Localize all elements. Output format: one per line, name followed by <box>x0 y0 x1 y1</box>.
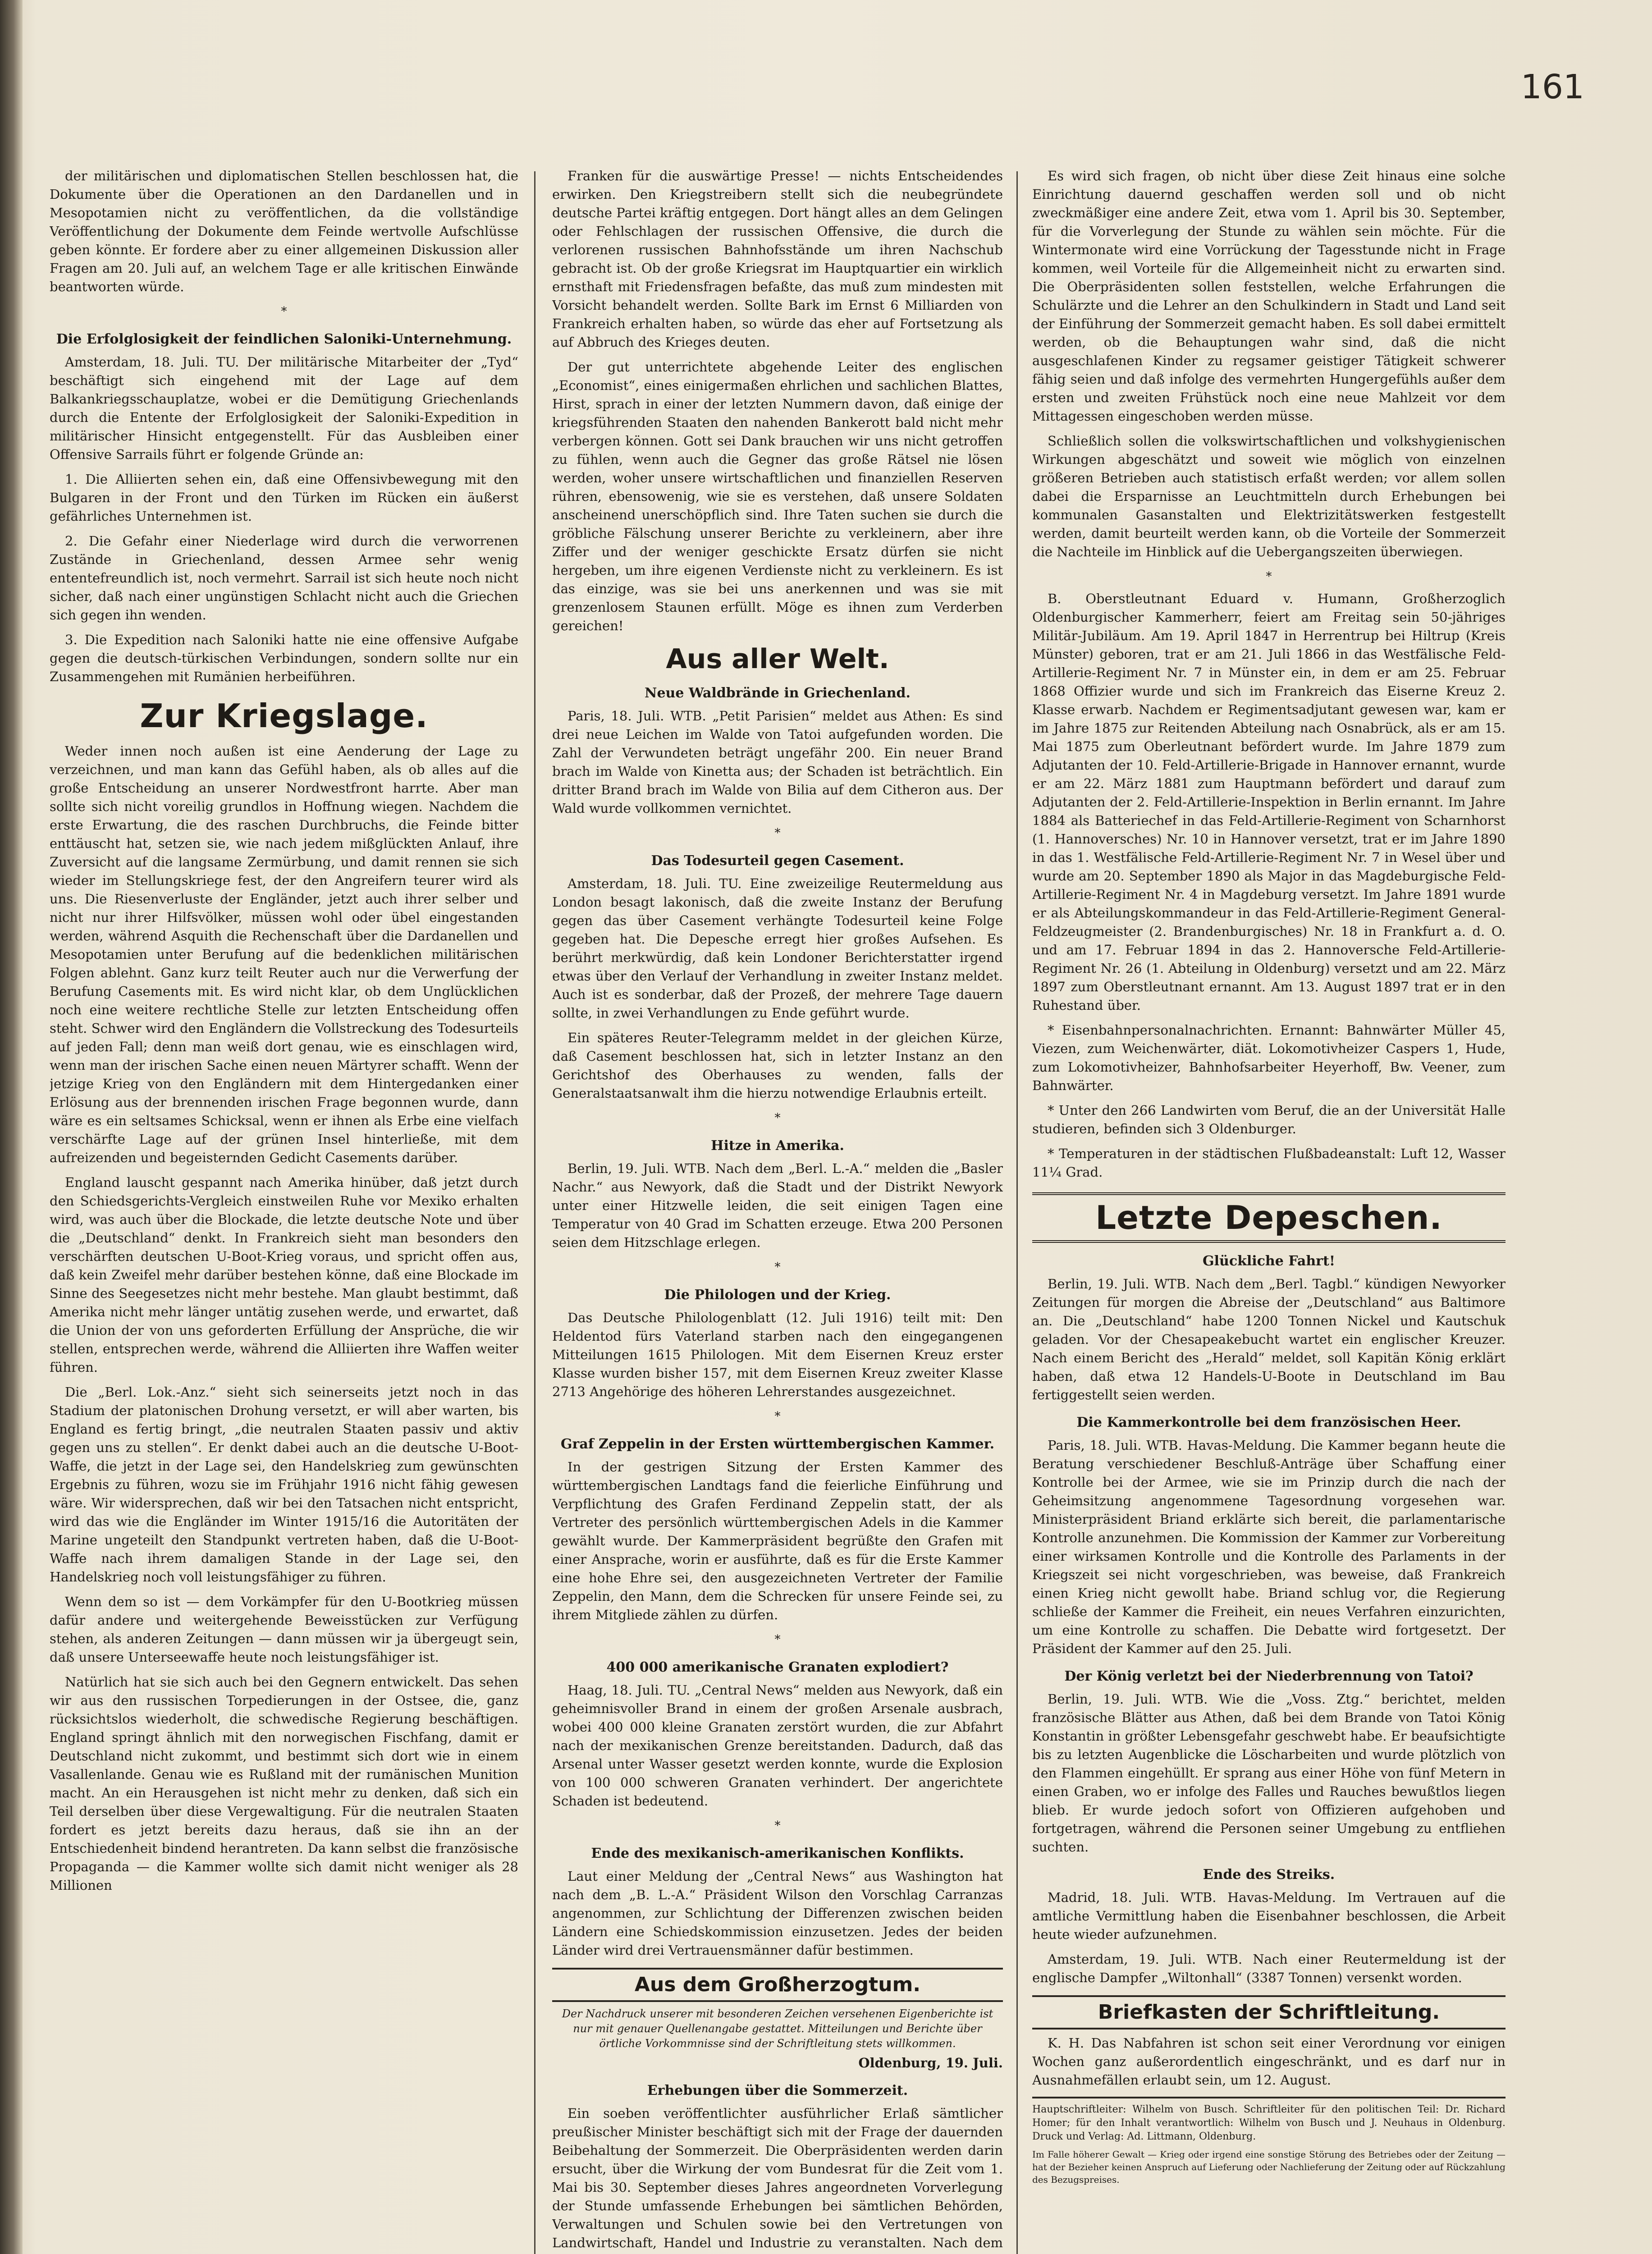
zeppelin-headline: Graf Zeppelin in der Ersten württembergischen Kammer. <box>560 1436 995 1452</box>
landwirte-paragraph: * Unter den 266 Landwirten vom Beruf, die an der Universität Halle studieren, befinden sich 3 Oldenburger. <box>1032 1103 1506 1136</box>
kriegslage-continuation: Franken für die auswärtige Presse! — nichts Entscheidendes erwirken. Den Kriegstreibern stellt sich die neubegründete deutsche Partei kräftig entgegen. Dort hängt alles an dem Gelingen oder Fehlschlagen der russischen Offensive, die durch die verlorenen russischen Bahnhofsstände um ihren Nachschub gebracht ist. Ob der große Kriegsrat im Hauptquartier ein wirklich ernsthaft mit Friedensfragen befaßte, das muß zum mindesten mit Vorsicht behandelt werden. Sollte Bark im Ernst 6 Milliarden von Frankreich erhalten haben, so würde das eher auf Fortsetzung als auf Abbruch des Krieges deuten. <box>552 168 1003 350</box>
waldbraende-headline: Neue Waldbrände in Griechenland. <box>645 685 911 701</box>
separator-star: * <box>774 826 781 840</box>
casement-headline: Das Todesurteil gegen Casement. <box>651 853 904 869</box>
zeppelin-paragraph: In der gestrigen Sitzung der Ersten Kammer des württembergischen Landtags fand die feierliche Einführung und Verpflichtung des Grafen Ferdinand Zeppelin statt, der als Vertreter des persönlich württembergischen Adels in die Kammer gewählt wurde. Der Kammerpräsident begrüßte den Grafen mit einer Ansprache, worin er ausführte, daß es für die Erste Kammer eine hohe Ehre sei, den ausgezeichneten Vertreter der Familie Zeppelin, den Mann, dem die Schrecken für unsere Feinde sei, zu ihrem Mitgliede zählen zu dürfen. <box>552 1459 1003 1622</box>
kriegslage-paragraph-1: Weder innen noch außen ist eine Aenderung der Lage zu verzeichnen, und man kann das Gefühl haben, als ob alles auf die große Entscheidung an unserer Nordwestfront harrte. Aber man sollte sich nicht voreilig grundlos in Hoffnung wiegen. Nachdem die erste Erwartung, die des raschen Durchbruchs, die Feinde bitter enttäuscht hat, setzen sie, wie nach jedem mißglückten Anlauf, ihre Zuversicht auf die langsame Zermürbung, und damit rennen sie sich wieder im Stellungskriege fest, der den Angreifern teurer wird als uns. Die Riesenverluste der Engländer, jetzt auch ihrer selber und nicht nur ihrer Hilfsvölker, müssen wohl oder übel eingestanden werden, während Asquith die Rechenschaft über die Dardanellen und Mesopotamien unter Berufung auf die bedenklichen militärischen Folgen ablehnt. Ganz kurz teilt Reuter auch nur die Verwerfung der Berufung Casements mit. Es wird nicht klar, ob dem Unglücklichen noch eine weitere rechtliche Stelle zur letzten Entscheidung offen steht. Schwer wird den Engländern die Vollstreckung des Todesurteils auf jeden Fall; denn man weiß dort genau, wie es einschlagen wird, wenn man der irischen Sache einen neuen Märtyrer schafft. Wenn der jetzige Krieg von den Engländern mit dem Hintergedanken einer Erlösung aus der brennenden irischen Frage begonnen wurde, dann wäre es ein seltsames Schicksal, wenn er ihnen als Erbe eine vielfach verschärfte Lage auf der grünen Insel hinterließe, mit dem aufreizenden und begeisternden Gedicht Casements darüber. <box>50 743 518 1165</box>
column-divider-1 <box>534 171 535 2254</box>
reprint-notice: Der Nachdruck unserer mit besonderen Zeichen versehenen Eigenberichte ist nur mit genauer Quellenangabe gestattet. Mitteilungen und Berichte über örtliche Vorkommnisse sind der Schriftleitung stets willkommen. <box>562 2007 993 2050</box>
separator-star: * <box>281 305 287 318</box>
kriegslage-paragraph-5: Natürlich hat sie sich auch bei den Gegnern entwickelt. Das sehen wir aus den russischen Torpedierungen in der Ostsee, die, ganz rücksichtslos wiederholt, die schwedische Regierung beschäftigen. England springt ähnlich mit den norwegischen Fischfang, damit er Deutschland nicht zukommt, und bestimmt sich dort wie in einem Vasallenlande. Genau wie es Rußland mit der rumänischen Munition macht. An ein Herausgehen ist nicht mehr zu denken, daß sich ein Teil derselben über diese Vergewaltigung. Für die neutralen Staaten fordert es jetzt bereits dazu heraus, daß sie ihn an der Entschiedenheit bindend herantreten. Da kann selbst die französische Propaganda — die Kammer wollte sich damit nicht weniger als 28 Millionen <box>50 1674 518 1893</box>
hitze-headline: Hitze in Amerika. <box>711 1138 844 1154</box>
streik-paragraph: Madrid, 18. Juli. WTB. Havas-Meldung. Im Vertrauen auf die amtliche Vermittlung haben die Eisenbahner beschlossen, die Arbeit heute wieder aufzunehmen. <box>1032 1890 1506 1942</box>
saloniki-paragraph-4: 3. Die Expedition nach Saloniki hatte nie eine offensive Aufgabe gegen die deutsch-türkischen Verbindungen, sondern sollte nur ein Zusammengehen mit Rumänien herbeiführen. <box>50 632 518 684</box>
column-2 <box>552 167 1003 2254</box>
briefkasten-paragraph: K. H. Das Nabfahren ist schon seit einer Verordnung vor einigen Wochen ganz außerordentlich eingeschränkt, und es darf nur in Ausnahmefällen erlaubt sein, um 12. August. <box>1032 2035 1506 2088</box>
kammerkontrolle-headline: Die Kammerkontrolle bei dem französischen Heer. <box>1076 1415 1461 1430</box>
article-continuation: der militärischen und diplomatischen Stellen beschlossen hat, die Dokumente über die Operationen an den Dardanellen und in Mesopotamien nicht zu veröffentlichen, da die vollständige Veröffentlichung der Dokumente dem Feinde wertvolle Aufschlüsse geben könnte. Er fordere aber zu einer allgemeinen Diskussion aller Fragen am 20. Juli auf, an welchem Tage er alle kritischen Einwände beantworten würde. <box>50 168 518 294</box>
column-1 <box>50 167 518 2254</box>
force-majeure-notice: Im Falle höherer Gewalt — Krieg oder irgend eine sonstige Störung des Betriebes oder der Zeitung — hat der Bezieher keinen Anspruch auf Lieferung oder Nachlieferung der Zeitung oder auf Rückzahlung des Bezugspreises. <box>1032 2149 1506 2185</box>
saloniki-paragraph-2: 1. Die Alliierten sehen ein, daß eine Offensivbewegung mit den Bulgaren in der Front und den Türken im Rücken ein äußerst gefährliches Unternehmen ist. <box>50 472 518 524</box>
saloniki-paragraph-1: Amsterdam, 18. Juli. TU. Der militärische Mitarbeiter der „Tyd“ beschäftigt sich eingehend mit der Lage auf dem Balkankriegsschauplatze, wobei er die Demütigung Griechenlands durch die Entente der Erfolglosigkeit der Saloniki-Expedition in militärischer Hinsicht entgegenstellt. Für das Ausbleiben einer Offensive Sarrails führt er folgende Gründe an: <box>50 354 518 462</box>
temperatur-paragraph: * Temperaturen in der städtischen Flußbadeanstalt: Luft 12, Wasser 11¼ Grad. <box>1032 1146 1506 1180</box>
fahrt-headline: Glückliche Fahrt! <box>1202 1253 1336 1269</box>
sommerzeit-continuation-2: Schließlich sollen die volkswirtschaftlichen und volkshygienischen Wirkungen abgeschätzt und soweit wie möglich von einzelnen größeren Betrieben auch statistisch erfaßt werden; vor allem sollen dabei die Ersparnisse an Leuchtmitteln durch Erhebungen bei kommunalen Gasanstalten und Elektrizitätswerken festgestellt werden, damit beurteilt werden kann, ob die Vorteile der Sommerzeit die Nachteile im Hinblick auf die Uebergangszeiten überwiegen. <box>1032 433 1506 559</box>
separator-star: * <box>774 1111 781 1125</box>
mexiko-headline: Ende des mexikanisch-amerikanischen Konflikts. <box>591 1846 964 1861</box>
page-binding-edge <box>0 0 23 2254</box>
humann-jubilee-paragraph: B. Oberstleutnant Eduard v. Humann, Großherzoglich Oldenburgischer Kammerherr, feiert am Freitag sein 50-jähriges Militär-Jubiläum. Am 19. April 1847 in Herrentrup bei Hiltrup (Kreis Münster) geboren, trat er am 21. Juli 1866 in das Westfälische Feld-Artillerie-Regiment Nr. 7 in Münster ein, in dem er am 25. Februar 1868 Offizier wurde und sich im Frankreich das Eiserne Kreuz 2. Klasse erwarb. Nachdem er Regimentsadjutant gewesen war, kam er im Jahre 1875 zur Reitenden Abteilung nach Osnabrück, als er am 15. Mai 1875 zum Oberleutnant befördert wurde. Im Jahre 1879 zum Adjutanten der 10. Feld-Artillerie-Brigade in Hannover ernannt, wurde er am 22. März 1881 zum Hauptmann befördert und darauf zum Adjutanten der 2. Feld-Artillerie-Inspektion in Berlin ernannt. Im Jahre 1884 als Batteriechef in das Feld-Artillerie-Regiment von Scharnhorst (1. Hannoversches) Nr. 10 in Hannover versetzt, trat er im Jahre 1890 in das 1. Westfälische Feld-Artillerie-Regiment Nr. 7 in Wesel über und wurde am 20. September 1890 als Major in das Magdeburgische Feld-Artillerie-Regiment Nr. 4 in Magdeburg versetzt. Im Jahre 1891 wurde er als Abteilungskommandeur in das Feld-Artillerie-Regiment General-Feldzeugmeister (2. Brandenburgisches) Nr. 18 in Frankfurt a. d. O. und am 17. Februar 1894 in das 2. Hannoversche Feld-Artillerie-Regiment Nr. 26 (1. Abteilung in Oldenburg) versetzt und am 22. März 1897 zum Oberstleutnant ernannt. Am 13. August 1897 trat er in den Ruhestand über. <box>1032 591 1506 1013</box>
kriegslage-paragraph-2: England lauscht gespannt nach Amerika hinüber, daß jetzt durch den Schiedsgerichts-Vergleich einstweilen Ruhe vor Mexiko erhalten wird, was auch über die Blockade, die letzte deutsche Note und über die „Deutschland“ denkt. In Frankreich sieht man besonders den verschärften deutschen U-Boot-Krieg voraus, und spricht offen aus, daß kein Zweifel mehr darüber bestehen könne, daß eine Blockade im Sinne des Seegesetzes nicht mehr bestehe. Man glaubt bestimmt, daß Amerika nicht mehr länger untätig zusehen werde, und erwartet, daß die Union der von uns geforderten Erfüllung der Ansprüche, die wir stellen, entsprechen werde, während die Alliierten ihre Waffen weiter führen. <box>50 1175 518 1375</box>
koenig-headline: Der König verletzt bei der Niederbrennung von Tatoi? <box>1064 1668 1474 1684</box>
eisenbahn-paragraph: * Eisenbahnpersonalnachrichten. Ernannt: Bahnwärter Müller 45, Viezen, zum Weichenwärter, diät. Lokomotivheizer Caspers 1, Hude, zum Lokomotivheizer, Bahnhofsarbeiter Heyerhoff, Bw. Veener, zum Bahnwärter. <box>1032 1022 1506 1093</box>
koenig-paragraph: Berlin, 19. Juli. WTB. Wie die „Voss. Ztg.“ berichtet, melden französische Blätter aus Athen, daß bei dem Brande von Tatoi König Konstantin in größter Lebensgefahr geschwebt habe. Er beaufsichtigte bis zu letzten Augenblicke die Löscharbeiten und wurde plötzlich von den Flammen eingehüllt. Er sprang aus einer Höhe von fünf Metern in einen Graben, wo er infolge des Falles und Rauches bewußtlos liegen blieb. Er wurde jedoch sofort von Offizieren aufgehoben und fortgetragen, während die Personen seiner Umgebung zu entfliehen suchten. <box>1032 1691 1506 1855</box>
saloniki-paragraph-3: 2. Die Gefahr einer Niederlage wird durch die verworrenen Zustände in Griechenland, dessen Armee sehr wenig ententefreundlich ist, noch vermehrt. Sarrail ist sich heute noch nicht sicher, daß nach einer ungünstigen Schlacht nicht auch die Griechen sich gegen ihn wenden. <box>50 533 518 623</box>
dateline: Oldenburg, 19. Juli. <box>858 2055 1003 2071</box>
casement-paragraph-2: Ein späteres Reuter-Telegramm meldet in der gleichen Kürze, daß Casement beschlossen hat, sich in letzter Instanz an den Gerichtshof des Oberhauses zu wenden, falls der Generalstaatsanwalt ihm die hierzu notwendige Erlaubnis erteilt. <box>552 1030 1003 1101</box>
kriegslage-paragraph-4: Wenn dem so ist — dem Vorkämpfer für den U-Bootkrieg müssen dafür andere und weitergehende Beweisstücken zur Verfügung stehen, als anderen Zeitungen — dann müssen wir ja übergeugt sein, daß unsere Unterseewaffe heute noch leistungsfähiger ist. <box>50 1594 518 1665</box>
mexiko-paragraph: Laut einer Meldung der „Central News“ aus Washington hat nach dem „B. L.-A.“ Präsident Wilson den Vorschlag Carranzas angenommen, zur Schlichtung der Differenzen zwischen beiden Ländern eine Schiedskommission einzusetzen. Jedes der beiden Länder wird drei Vertrauensmänner dafür bestimmen. <box>552 1869 1003 1958</box>
streik-headline: Ende des Streiks. <box>1203 1867 1335 1883</box>
grossherzogtum-headline: Aus dem Großherzogtum. <box>552 1968 1003 2002</box>
philologen-paragraph: Das Deutsche Philologenblatt (12. Juli 1916) teilt mit: Den Heldentod fürs Vaterland starben nach den eingegangenen Mitteilungen 1615 Philologen. Mit dem Eisernen Kreuz erster Klasse wurden bisher 157, mit dem Eisernen Kreuz zweiter Klasse 2713 Angehörige des höheren Lehrerstandes ausgezeichnet. <box>552 1310 1003 1399</box>
page-number: 161 <box>1520 68 1584 106</box>
briefkasten-headline: Briefkasten der Schriftleitung. <box>1032 1995 1506 2030</box>
imprint: Hauptschriftleiter: Wilhelm von Busch. Schriftleiter für den politischen Teil: Dr. Richard Homer; für den Inhalt verantwortlich: Wilhelm von Busch und J. Neuhaus in Oldenburg. Druck und Verlag: Ad. Littmann, Oldenburg. <box>1032 2097 1506 2144</box>
letzte-depeschen-headline: Letzte Depeschen. <box>1032 1192 1506 1243</box>
fahrt-paragraph: Berlin, 19. Juli. WTB. Nach dem „Berl. Tagbl.“ kündigen Newyorker Zeitungen für morgen die Abreise der „Deutschland“ aus Baltimore an. Die „Deutschland“ habe 1200 Tonnen Nickel und Kautschuk geladen. Vor der Chesapeakebucht wartet ein englischer Kreuzer. Nach einem Bericht des „Herald“ meldet, soll Kapitän König erklärt haben, daß etwa 12 Handels-U-Boote in Deutschland im Bau fertiggestellt seien werden. <box>1032 1276 1506 1402</box>
separator-star: * <box>774 1410 781 1423</box>
sommerzeit-continuation-1: Es wird sich fragen, ob nicht über diese Zeit hinaus eine solche Einrichtung dauernd geschaffen werden soll und ob nicht zweckmäßiger eine andere Zeit, etwa vom 1. April bis 30. September, für die Vorverlegung der Stunde zu wählen sein möchte. Für die Wintermonate wird eine Vorrückung der Tagesstunde nicht in Frage kommen, weil Vorteile für die Allgemeinheit nicht zu erwarten sind. Die Oberpräsidenten sollen feststellen, welche Erfahrungen die Schulärzte und die Lehrer an den Schulkindern in Stadt und Land seit der Einführung der Sommerzeit gemacht haben. Es soll dabei ermittelt werden, ob die Behauptungen wahr sind, daß die nicht ausgeschlafenen Kinder zu regsamer geistiger Tätigkeit schwerer fähig seien und daß infolge des vermehrten Hungergefühls außer dem ersten und zweiten Frühstück noch eine neue Mahlzeit vor dem Mittagessen eingeschoben werden müsse. <box>1032 168 1506 424</box>
economist-paragraph: Der gut unterrichtete abgehende Leiter des englischen „Economist“, eines einigermaßen ehrlichen und sachlichen Blattes, Hirst, sprach in einer der letzten Nummern davon, daß einige der kriegsführenden Staaten den nahenden Bankerott bald nicht mehr verbergen können. Gott sei Dank brauchen wir uns nicht getroffen zu fühlen, wenn auch die Gegner das große Rätsel nie lösen werden, woher unsere wirtschaftlichen und finanziellen Reserven rühren, ebensowenig, wie sie es verstehen, daß unsere Soldaten anscheinend unerschöpflich sind. Ihre Taten suchen sie durch die gröbliche Fälschung unserer Berichte zu verkleinern, aber ihre Ziffer und der weniger geschickte Ersatz dürfen sie nicht hergeben, um ihre eigenen Verdienste nicht zu verkleinern. Es ist das einzige, was sie bei uns anerkennen und was sie mit grenzenlosem Staunen erfüllt. Möge es ihnen zum Verderben gereichen! <box>552 359 1003 633</box>
separator-star: * <box>1266 570 1272 583</box>
column-divider-2 <box>1016 171 1018 2254</box>
separator-star: * <box>774 1633 781 1646</box>
kriegslage-paragraph-3: Die „Berl. Lok.-Anz.“ sieht sich seinerseits jetzt noch in das Stadium der platonischen Drohung versetzt, er will aber warten, bis England es fertig bringt, „die neutralen Staaten passiv und aktiv gegen uns zu stellen“. Er denkt dabei auch an die deutsche U-Boot-Waffe, die jetzt in der Lage sei, den Handelskrieg zum gewünschten Ergebnis zu führen, wozu sie im Frühjahr 1916 nicht fähig gewesen wäre. Wir widersprechen, daß wir bei den Tatsachen nicht entspricht, wird das wie die Engländer im Winter 1915/16 die Autoritäten der Marine ungeteilt den Standpunkt vertreten haben, daß die U-Boot-Waffe nach ihrem damaligen Stande in der Lage sei, den Handelskrieg noch voll leistungsfähiger zu führen. <box>50 1384 518 1585</box>
granaten-headline: 400 000 amerikanische Granaten explodiert? <box>606 1659 949 1675</box>
philologen-headline: Die Philologen und der Krieg. <box>664 1287 891 1303</box>
separator-star: * <box>774 1819 781 1833</box>
separator-star: * <box>774 1260 781 1274</box>
sommerzeit-headline: Erhebungen über die Sommerzeit. <box>647 2083 908 2098</box>
kammerkontrolle-paragraph: Paris, 18. Juli. WTB. Havas-Meldung. Die Kammer begann heute die Beratung verschiedener Beschluß-Anträge über Schaffung einer Kontrolle bei der Armee, wie sie im Prinzip durch die nach der Geheimsitzung angenommene Tagesordnung vorgesehen war. Ministerpräsident Briand erklärte sich bereit, die parlamentarische Kontrolle anzunehmen. Die Kommission der Kammer zur Vorbereitung einer wirksamen Kontrolle und die Kontrolle des Parlaments in der Kriegszeit sei nicht vorgeschrieben, was beweise, daß Frankreich einen Krieg nicht gewollt habe. Briand schlug vor, die Regierung schließe der Kammer die Freiheit, ein neues Verfahren einzurichten, um eine Kontrolle zu schaffen. Die Debatte wird fortgesetzt. Der Präsident der Kammer auf den 25. Juli. <box>1032 1438 1506 1656</box>
kriegslage-headline: Zur Kriegslage. <box>140 697 428 735</box>
granaten-paragraph: Haag, 18. Juli. TU. „Central News“ melden aus Newyork, daß ein geheimnisvoller Brand in einem der großen Arsenale ausbrach, wobei 400 000 kleine Granaten zerstört wurden, die zur Abfahrt nach der mexikanischen Grenze bereitstanden. Dadurch, daß das Arsenal unter Wasser gesetzt werden konnte, wurde die Explosion von 100 000 schweren Granaten verhindert. Der angerichtete Schaden ist bedeutend. <box>552 1682 1003 1809</box>
hitze-paragraph: Berlin, 19. Juli. WTB. Nach dem „Berl. L.-A.“ melden die „Basler Nachr.“ aus Newyork, daß die Stadt und der Distrikt Newyork unter einer Hitzwelle leiden, die seit einigen Tagen eine Temperatur von 40 Grad im Schatten erzeuge. Etwa 200 Personen seien dem Hitzschlage erlegen. <box>552 1161 1003 1250</box>
sommerzeit-paragraph: Ein soeben veröffentlichter ausführlicher Erlaß sämtlicher preußischer Minister beschäftigt sich mit der Frage der dauernden Beibehaltung der Sommerzeit. Die Oberpräsidenten werden darin ersucht, über die Wirkung der vom Bundesrat für die Zeit vom 1. Mai bis 30. September dieses Jahres angeordneten Vorverlegung der Stunde umfassende Erhebungen bei sämtlichen Behörden, Verwaltungen und Schulen sowie bei den Vertretungen von Landwirtschaft, Handel und Industrie zu veranstalten. Nach dem <box>552 2106 1003 2250</box>
aus-aller-welt-headline: Aus aller Welt. <box>666 643 889 675</box>
saloniki-headline: Die Erfolglosigkeit der feindlichen Saloniki-Unternehmung. <box>56 331 512 347</box>
casement-paragraph-1: Amsterdam, 18. Juli. TU. Eine zweizeilige Reutermeldung aus London besagt lakonisch, daß die zweite Instanz der Berufung gegen das über Casement verhängte Todesurteil keine Folge gegeben hat. Die Depesche erregt hier großes Aufsehen. Es berührt merkwürdig, daß kein Londoner Berichterstatter irgend etwas über den Verlauf der Verhandlung in zweiter Instanz meldet. Auch ist es sonderbar, daß der Prozeß, der mehrere Tage dauern sollte, in zwei Verhandlungen zu Ende geführt wurde. <box>552 876 1003 1021</box>
wiltonhall-paragraph: Amsterdam, 19. Juli. WTB. Nach einer Reutermeldung ist der englische Dampfer „Wiltonhall“ (3387 Tonnen) versenkt worden. <box>1032 1952 1506 1985</box>
waldbraende-paragraph: Paris, 18. Juli. WTB. „Petit Parisien“ meldet aus Athen: Es sind drei neue Leichen im Walde von Tatoi aufgefunden worden. Die Zahl der Verwundeten beträgt ungefähr 200. Ein neuer Brand brach im Walde von Kinetta aus; der Schaden ist beträchtlich. Ein dritter Brand brach im Walde von Bilia auf dem Citheron aus. Der Wald wurde vollkommen vernichtet. <box>552 708 1003 816</box>
column-3 <box>1032 167 1506 2254</box>
